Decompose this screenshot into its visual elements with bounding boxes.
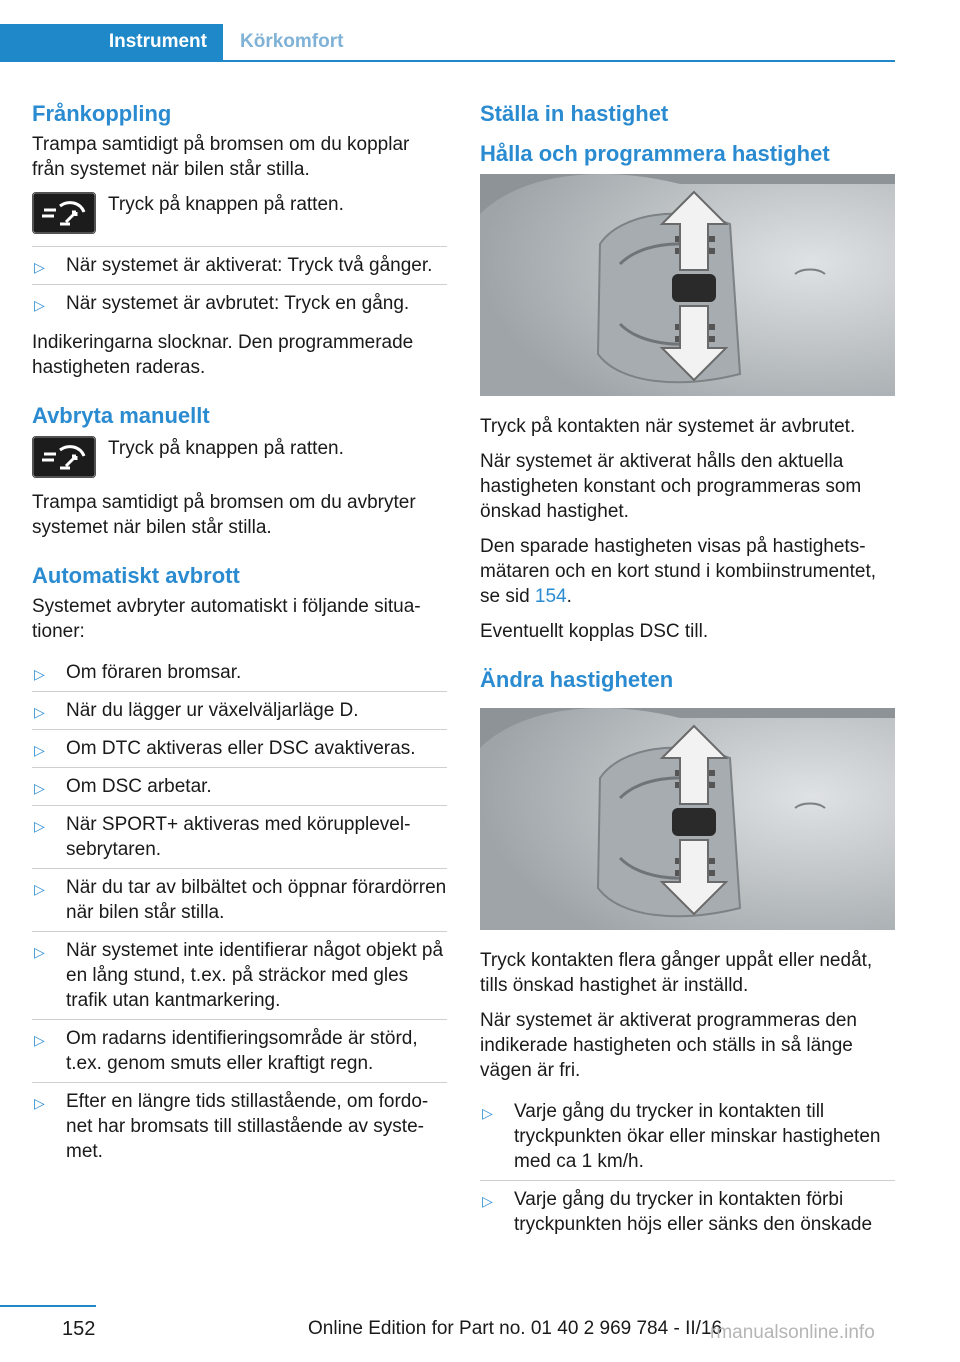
halla-p3: Den sparade hastigheten visas på hastighetsmätaren och en kort stund i kombiinstrumentet, se sid 154.	[480, 536, 877, 607]
triangle-bullet-icon: ▷	[34, 297, 45, 313]
list-item: ▷ När systemet är aktiverat: Tryck två gånger.	[32, 246, 447, 284]
triangle-bullet-icon: ▷	[34, 1032, 45, 1048]
list-item: ▷ Om DSC arbetar.	[32, 767, 447, 805]
left-column	[32, 100, 447, 1178]
triangle-bullet-icon: ▷	[34, 818, 45, 834]
chapter-tabbar	[0, 24, 895, 62]
list-item: ▷ Om föraren bromsar.	[32, 654, 447, 691]
list-item: ▷ När du lägger ur växelväljarläge D.	[32, 691, 447, 729]
footer-accent-line	[0, 1305, 96, 1307]
list-item: ▷ Efter en längre tids stillastående, om fordonet har bromsats till stillastående av systemet.	[32, 1082, 447, 1170]
triangle-bullet-icon: ▷	[34, 742, 45, 758]
halla-p1: Tryck på kontakten när systemet är avbrutet.	[480, 416, 856, 437]
heading-frankoppling: Frånkoppling	[32, 101, 172, 126]
tab-instrument-label: Instrument	[108, 31, 207, 52]
tab-instrument[interactable]	[0, 24, 223, 60]
heading-avbryta-manuellt: Avbryta manuellt	[32, 403, 210, 428]
andra-p2: När systemet är aktiverat programmeras den indikerade hastigheten och ställs in så länge vägen är fri.	[480, 1010, 857, 1081]
triangle-bullet-icon: ▷	[34, 944, 45, 960]
page-reference-link[interactable]: 154	[534, 586, 567, 607]
cruise-control-button-icon	[32, 436, 96, 478]
tab-korkomfort[interactable]: Körkomfort	[240, 31, 344, 52]
list-item: ▷ Om radarns identifieringsområde är störd, t.ex. genom smuts eller kraftigt regn.	[32, 1019, 447, 1082]
frankoppling-after: Indikeringarna slocknar. Den programmerade hastigheten raderas.	[32, 332, 414, 378]
heading-andra-hastigheten: Ändra hastigheten	[480, 667, 674, 692]
watermark: rmanualsonline.info	[710, 1322, 875, 1343]
triangle-bullet-icon: ▷	[34, 881, 45, 897]
triangle-bullet-icon: ▷	[34, 666, 45, 682]
page-number: 152	[62, 1318, 96, 1340]
edition-text: Online Edition for Part no. 01 40 2 969 784 - II/16	[308, 1318, 723, 1339]
list-item: ▷ Om DTC aktiveras eller DSC avaktiveras.	[32, 729, 447, 767]
steering-wheel-switch-image	[480, 174, 895, 396]
list-item: ▷ Varje gång du trycker in kontakten till tryckpunkten ökar eller minskar hastigheten med ca 1 km/h.	[482, 1101, 881, 1172]
triangle-bullet-icon: ▷	[34, 704, 45, 720]
button-instruction-row	[32, 192, 447, 234]
cruise-control-button-icon	[32, 192, 96, 234]
steering-wheel-switch-image-2	[480, 708, 895, 930]
list-item: ▷ När du tar av bilbältet och öppnar förardörren när bilen står stilla.	[32, 868, 447, 931]
triangle-bullet-icon: ▷	[34, 259, 45, 275]
button-instruction-text: Tryck på knappen på ratten.	[108, 194, 344, 215]
andra-list	[480, 1093, 895, 1243]
button-instruction-text: Tryck på knappen på ratten.	[108, 438, 344, 459]
heading-halla-och-programmera: Hålla och programmera hastighet	[480, 141, 830, 166]
frankoppling-intro: Trampa samtidigt på bromsen om du kopplar från systemet när bilen står stilla.	[32, 134, 410, 180]
list-item: ▷ När SPORT+ aktiveras med körupplevelsebrytaren.	[32, 805, 447, 868]
triangle-bullet-icon: ▷	[482, 1193, 493, 1209]
list-item: ▷ När systemet är avbrutet: Tryck en gång.	[32, 284, 447, 322]
button-instruction-row	[32, 436, 447, 478]
automatiskt-list	[32, 654, 447, 1170]
automatiskt-intro: Systemet avbryter automatiskt i följande situationer:	[32, 596, 421, 642]
triangle-bullet-icon: ▷	[34, 780, 45, 796]
right-column	[480, 100, 895, 1251]
avbryta-after: Trampa samtidigt på bromsen om du avbryter systemet när bilen står stilla.	[32, 492, 416, 538]
triangle-bullet-icon: ▷	[482, 1105, 493, 1121]
list-item: ▷ Varje gång du trycker in kontakten förbi tryckpunkten höjs eller sänks den önskade	[480, 1180, 895, 1243]
triangle-bullet-icon: ▷	[34, 1095, 45, 1111]
andra-p1: Tryck kontakten flera gånger uppåt eller nedåt, tills önskad hastighet är inställd.	[480, 950, 873, 996]
frankoppling-list	[32, 246, 447, 322]
halla-p4: Eventuellt kopplas DSC till.	[480, 621, 709, 642]
halla-p2: När systemet är aktiverat hålls den aktuella hastigheten konstant och programmeras som önskad hastighet.	[480, 451, 862, 522]
heading-stalla-in-hastighet: Ställa in hastighet	[480, 101, 669, 126]
list-item: ▷ När systemet inte identifierar något objekt på en lång stund, t.ex. på sträckor med gles trafik utan kantmarkering.	[32, 931, 447, 1019]
heading-automatiskt-avbrott: Automatiskt avbrott	[32, 563, 240, 588]
